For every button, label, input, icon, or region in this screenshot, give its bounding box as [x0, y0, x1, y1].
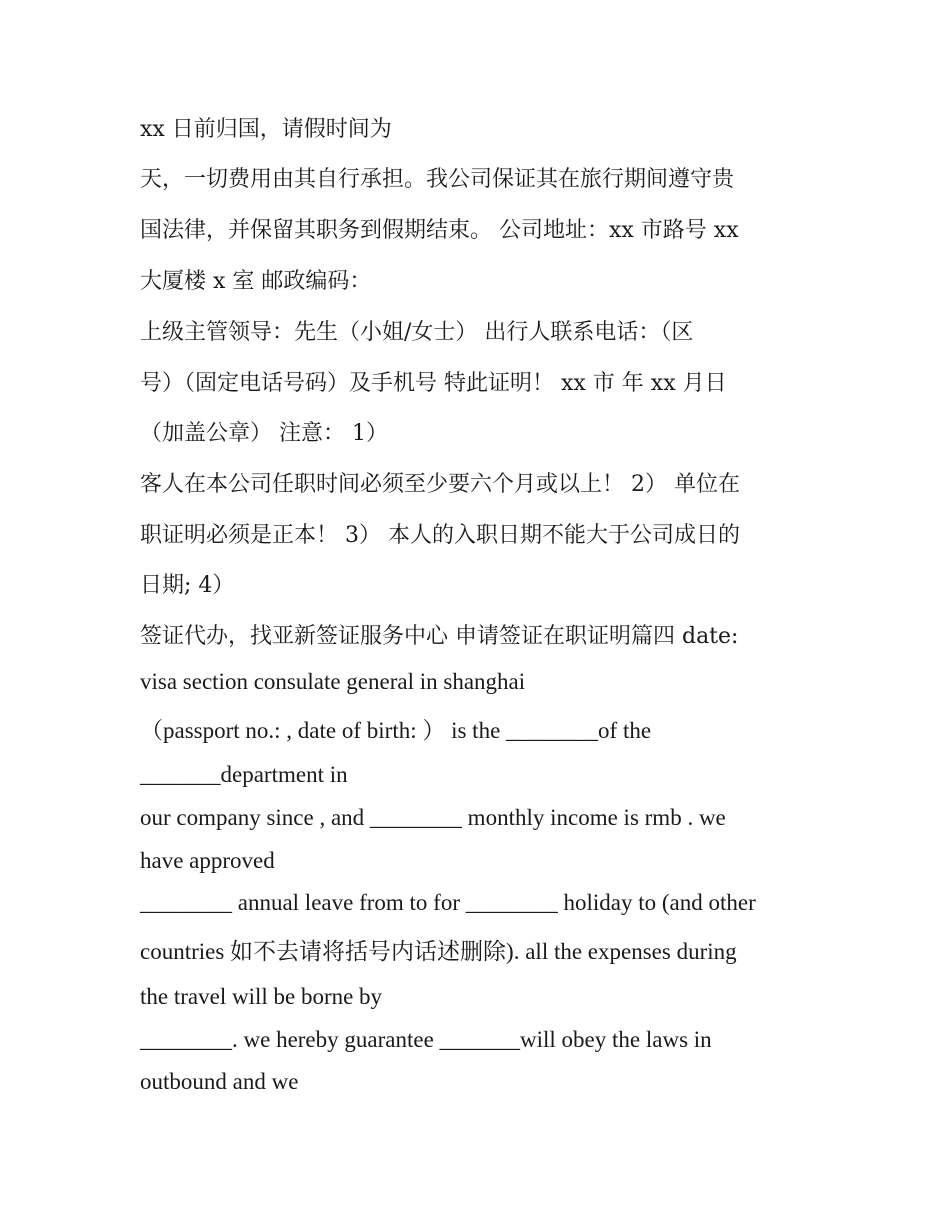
text-line: 国法律，并保留其职务到假期结束。 公司地址：xx 市路号 xx	[140, 218, 739, 243]
text-line: 天，一切费用由其自行承担。我公司保证其在旅行期间遵守贵	[140, 167, 735, 192]
text-line: xx 日前归国，请假时间为	[140, 117, 392, 142]
text-line: 号）（固定电话号码）及手机号 特此证明！ xx 市 年 xx 月日	[140, 371, 727, 396]
text-line: our company since , and ________ monthly income is rmb . we	[140, 805, 726, 830]
text-line: 大厦楼 x 室 邮政编码：	[140, 269, 372, 294]
text-line: 上级主管领导：先生（小姐/女士） 出行人联系电话：（区	[140, 320, 694, 345]
text-line: _______department in	[140, 762, 348, 787]
text-line: 客人在本公司任职时间必须至少要六个月或以上！ 2） 单位在	[140, 472, 740, 497]
text-line: ________ annual leave from to for ________ holiday to (and other	[140, 890, 756, 915]
text-line: countries 如不去请将括号内话述删除). all the expenses during	[140, 939, 737, 964]
text-line: ________. we hereby guarantee _______will obey the laws in	[140, 1027, 712, 1052]
text-line: have approved	[140, 848, 275, 873]
text-line: 签证代办，找亚新签证服务中心 申请签证在职证明篇四 date:	[140, 624, 739, 649]
text-line: 职证明必须是正本！ 3） 本人的入职日期不能大于公司成日的	[140, 523, 740, 548]
text-line: the travel will be borne by	[140, 984, 383, 1009]
text-line: 日期; 4）	[140, 573, 235, 598]
text-line: outbound and we	[140, 1069, 299, 1094]
text-line: （加盖公章） 注意： 1）	[140, 421, 388, 446]
text-line: visa section consulate general in shanghai	[140, 669, 526, 694]
text-line: （passport no.: , date of birth: ） is the ________of the	[140, 718, 652, 743]
